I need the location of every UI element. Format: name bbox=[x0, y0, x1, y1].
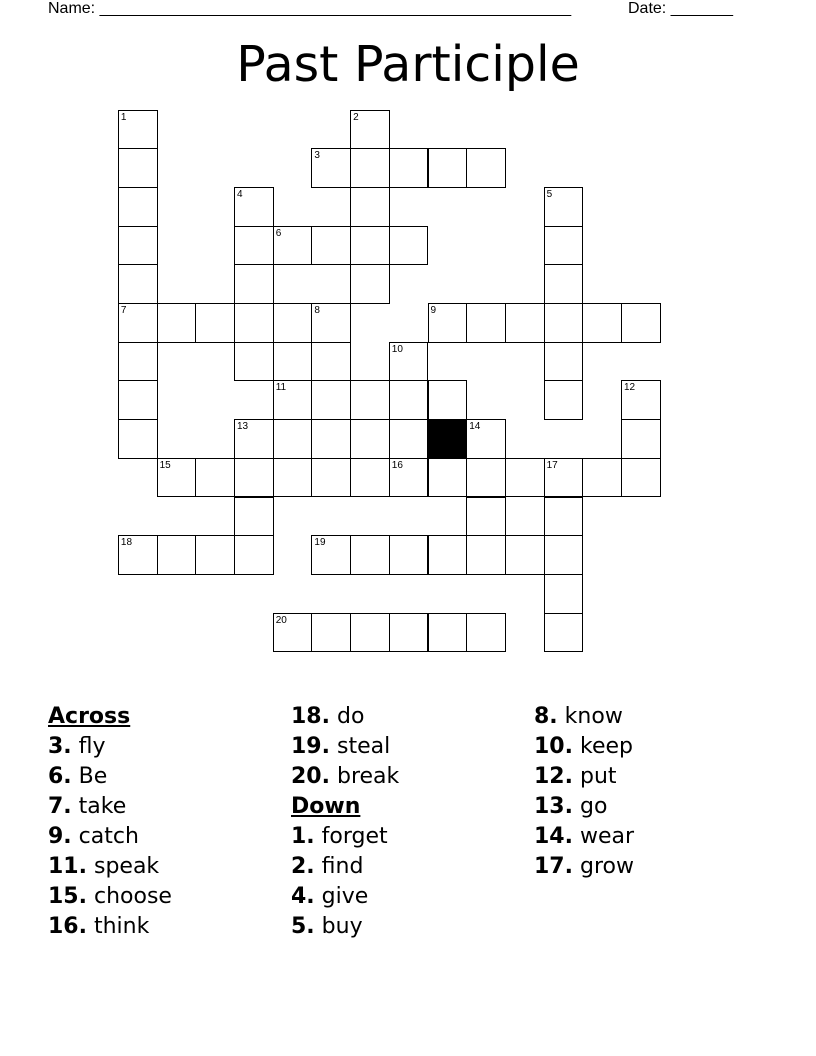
clue-down-10: 10. keep bbox=[534, 734, 633, 759]
crossword-cell[interactable] bbox=[544, 574, 584, 614]
page-title: Past Participle bbox=[236, 36, 580, 93]
crossword-cell[interactable] bbox=[544, 264, 584, 304]
blocked-cell bbox=[428, 419, 468, 459]
crossword-cell[interactable] bbox=[118, 264, 158, 304]
crossword-cell[interactable] bbox=[428, 148, 468, 188]
crossword-cell[interactable] bbox=[466, 535, 506, 575]
crossword-cell[interactable] bbox=[118, 419, 158, 459]
crossword-cell[interactable] bbox=[234, 458, 274, 498]
crossword-cell[interactable] bbox=[544, 458, 584, 498]
clue-down-8: 8. know bbox=[534, 704, 623, 729]
clue-number: 5 bbox=[546, 188, 553, 200]
down-heading: Down bbox=[291, 794, 361, 819]
crossword-cell[interactable] bbox=[621, 380, 661, 420]
crossword-cell[interactable] bbox=[466, 613, 506, 653]
crossword-cell[interactable] bbox=[273, 226, 313, 266]
clue-across-19: 19. steal bbox=[291, 734, 391, 759]
crossword-cell[interactable] bbox=[118, 342, 158, 382]
clue-column-2 bbox=[291, 702, 399, 942]
crossword-cell[interactable] bbox=[311, 148, 351, 188]
crossword-cell[interactable] bbox=[466, 303, 506, 343]
crossword-cell[interactable] bbox=[118, 535, 158, 575]
crossword-cell[interactable] bbox=[350, 380, 390, 420]
crossword-cell[interactable] bbox=[544, 613, 584, 653]
across-heading: Across bbox=[48, 704, 131, 729]
clue-column-3 bbox=[534, 702, 634, 882]
clue-number: 10 bbox=[391, 343, 403, 355]
crossword-cell[interactable] bbox=[234, 303, 274, 343]
crossword-cell[interactable] bbox=[273, 380, 313, 420]
crossword-cell[interactable] bbox=[118, 226, 158, 266]
clue-down-13: 13. go bbox=[534, 794, 608, 819]
crossword-cell[interactable] bbox=[350, 535, 390, 575]
clue-across-18: 18. do bbox=[291, 704, 365, 729]
crossword-cell[interactable] bbox=[311, 535, 351, 575]
crossword-cell[interactable] bbox=[466, 148, 506, 188]
crossword-cell[interactable] bbox=[234, 342, 274, 382]
clue-number: 11 bbox=[275, 382, 287, 394]
clue-number: 15 bbox=[159, 459, 171, 471]
crossword-cell[interactable] bbox=[311, 458, 351, 498]
name-field-label: Name: _____________________________________________________ bbox=[48, 0, 572, 17]
clue-across-11: 11. speak bbox=[48, 854, 160, 879]
crossword-cell[interactable] bbox=[234, 497, 274, 537]
clue-down-4: 4. give bbox=[291, 884, 369, 909]
crossword-cell[interactable] bbox=[350, 613, 390, 653]
crossword-cell[interactable] bbox=[389, 613, 429, 653]
clue-number: 14 bbox=[469, 421, 481, 433]
crossword-cell[interactable] bbox=[118, 380, 158, 420]
clue-number: 6 bbox=[275, 227, 282, 239]
crossword-cell[interactable] bbox=[505, 303, 545, 343]
crossword-cell[interactable] bbox=[621, 458, 661, 498]
crossword-cell[interactable] bbox=[544, 303, 584, 343]
crossword-cell[interactable] bbox=[544, 187, 584, 227]
crossword-cell[interactable] bbox=[389, 419, 429, 459]
clue-down-12: 12. put bbox=[534, 764, 617, 789]
crossword-cell[interactable] bbox=[505, 458, 545, 498]
crossword-cell[interactable] bbox=[195, 303, 235, 343]
clue-across-6: 6. Be bbox=[48, 764, 108, 789]
crossword-cell[interactable] bbox=[118, 303, 158, 343]
clue-down-5: 5. buy bbox=[291, 914, 363, 939]
crossword-cell[interactable] bbox=[195, 458, 235, 498]
crossword-cell[interactable] bbox=[273, 613, 313, 653]
crossword-cell[interactable] bbox=[311, 613, 351, 653]
crossword-cell[interactable] bbox=[466, 497, 506, 537]
crossword-cell[interactable] bbox=[428, 380, 468, 420]
crossword-cell[interactable] bbox=[350, 187, 390, 227]
clue-across-3: 3. fly bbox=[48, 734, 106, 759]
crossword-cell[interactable] bbox=[544, 497, 584, 537]
crossword-cell[interactable] bbox=[544, 226, 584, 266]
crossword-cell[interactable] bbox=[621, 419, 661, 459]
clue-across-16: 16. think bbox=[48, 914, 150, 939]
crossword-cell[interactable] bbox=[311, 226, 351, 266]
crossword-cell[interactable] bbox=[157, 458, 197, 498]
crossword-cell[interactable] bbox=[311, 419, 351, 459]
crossword-cell[interactable] bbox=[311, 342, 351, 382]
crossword-cell[interactable] bbox=[350, 110, 390, 150]
crossword-cell[interactable] bbox=[466, 458, 506, 498]
clue-number: 1 bbox=[120, 111, 127, 123]
crossword-cell[interactable] bbox=[234, 187, 274, 227]
crossword-cell[interactable] bbox=[428, 303, 468, 343]
clue-number: 18 bbox=[120, 537, 133, 549]
crossword-cell[interactable] bbox=[582, 303, 622, 343]
clue-column-1 bbox=[48, 702, 172, 942]
crossword-cell[interactable] bbox=[234, 226, 274, 266]
crossword-cell[interactable] bbox=[505, 535, 545, 575]
clue-number: 20 bbox=[275, 614, 287, 626]
clue-number: 12 bbox=[624, 382, 636, 394]
date-field-label: Date: _______ bbox=[628, 0, 733, 17]
crossword-cell[interactable] bbox=[544, 380, 584, 420]
crossword-cell[interactable] bbox=[544, 535, 584, 575]
crossword-cell[interactable] bbox=[273, 303, 313, 343]
crossword-cell[interactable] bbox=[157, 535, 197, 575]
crossword-cell[interactable] bbox=[389, 380, 429, 420]
crossword-cell[interactable] bbox=[311, 380, 351, 420]
clue-number: 3 bbox=[314, 150, 320, 162]
crossword-cell[interactable] bbox=[621, 303, 661, 343]
clue-across-9: 9. catch bbox=[48, 824, 139, 849]
clue-number: 17 bbox=[546, 459, 558, 471]
clue-number: 8 bbox=[314, 305, 320, 316]
clue-down-14: 14. wear bbox=[534, 824, 635, 849]
crossword-cell[interactable] bbox=[118, 187, 158, 227]
clue-number: 4 bbox=[237, 188, 243, 200]
clue-across-7: 7. take bbox=[48, 794, 127, 819]
clue-down-2: 2. find bbox=[291, 854, 364, 879]
clue-number: 2 bbox=[353, 111, 359, 123]
clue-number: 13 bbox=[237, 421, 249, 433]
crossword-cell[interactable] bbox=[428, 613, 468, 653]
clue-number: 19 bbox=[314, 537, 326, 549]
clue-number: 9 bbox=[430, 305, 437, 316]
crossword-cell[interactable] bbox=[389, 148, 429, 188]
crossword-cell[interactable] bbox=[428, 458, 468, 498]
crossword-cell[interactable] bbox=[234, 419, 274, 459]
clue-number: 16 bbox=[391, 459, 403, 471]
crossword-cell[interactable] bbox=[428, 535, 468, 575]
crossword-cell[interactable] bbox=[195, 535, 235, 575]
crossword-cell[interactable] bbox=[389, 458, 429, 498]
clue-down-17: 17. grow bbox=[534, 854, 634, 879]
crossword-cell[interactable] bbox=[234, 535, 274, 575]
crossword-cell[interactable] bbox=[350, 264, 390, 304]
crossword-cell[interactable] bbox=[157, 303, 197, 343]
crossword-cell[interactable] bbox=[389, 226, 429, 266]
crossword-cell[interactable] bbox=[544, 342, 584, 382]
clue-down-1: 1. forget bbox=[291, 824, 388, 849]
crossword-cell[interactable] bbox=[389, 342, 429, 382]
clue-across-15: 15. choose bbox=[48, 884, 172, 909]
crossword-cell[interactable] bbox=[466, 419, 506, 459]
crossword-cell[interactable] bbox=[350, 226, 390, 266]
clue-number: 7 bbox=[120, 305, 127, 316]
crossword-cell[interactable] bbox=[582, 458, 622, 498]
crossword-cell[interactable] bbox=[273, 458, 313, 498]
crossword-cell[interactable] bbox=[118, 110, 158, 150]
clue-across-20: 20. break bbox=[291, 764, 400, 789]
crossword-cell[interactable] bbox=[118, 148, 158, 188]
crossword-cell[interactable] bbox=[234, 264, 274, 304]
crossword-cell[interactable] bbox=[350, 458, 390, 498]
crossword-cell[interactable] bbox=[350, 148, 390, 188]
crossword-cell[interactable] bbox=[389, 535, 429, 575]
crossword-cell[interactable] bbox=[311, 303, 351, 343]
